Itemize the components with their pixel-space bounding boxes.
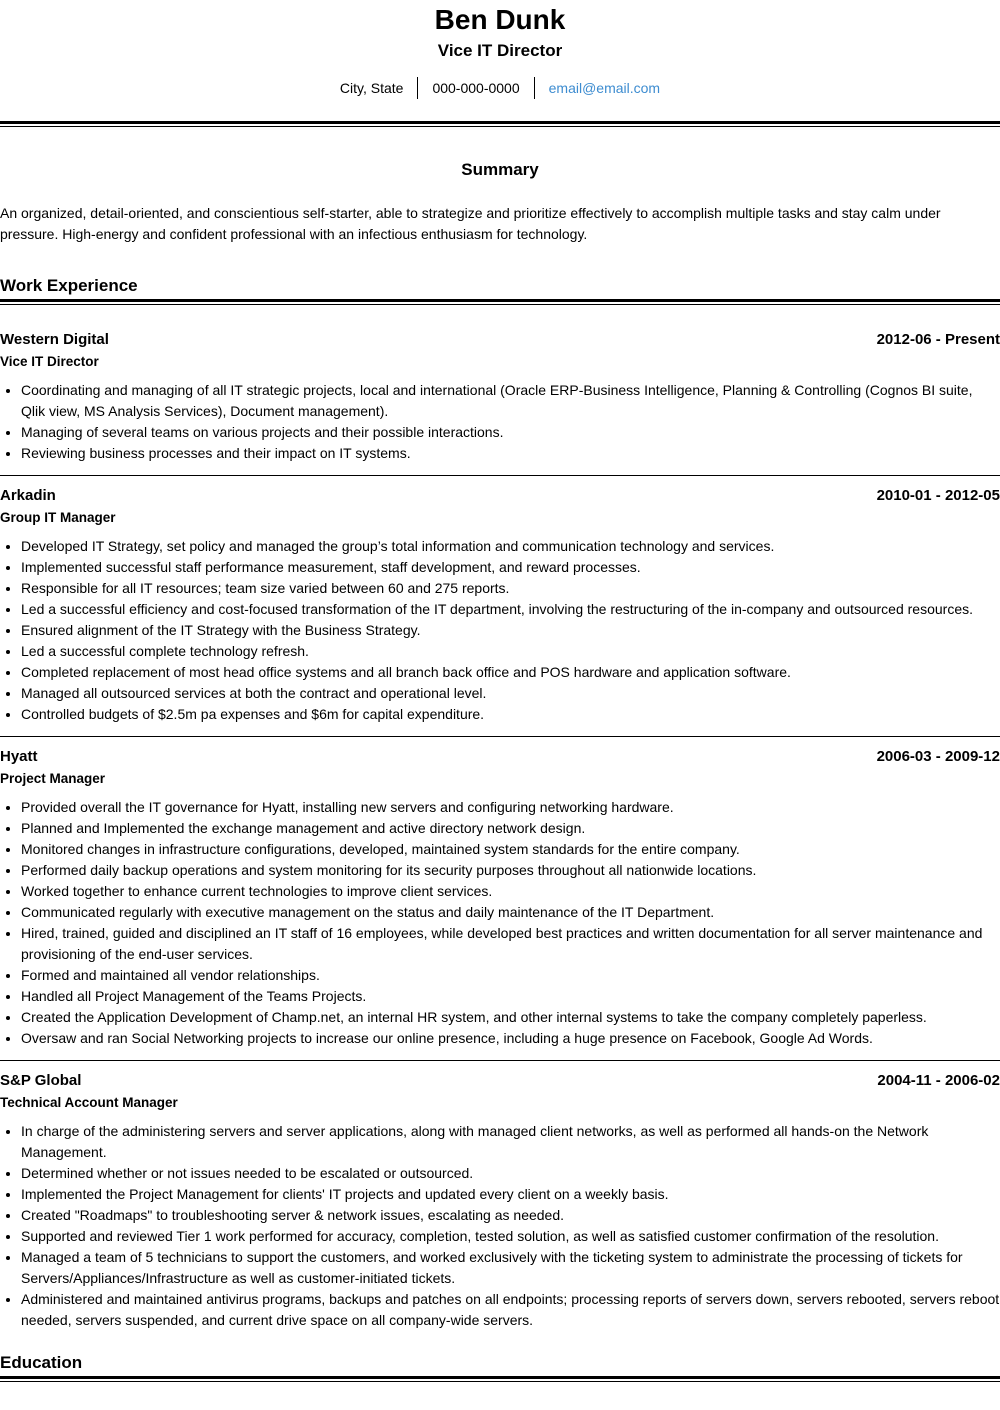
contact-phone: 000-000-0000 [432,80,520,96]
job-list [0,305,1000,1331]
job-bullet: • Reviewing business processes and their impact on IT systems. [21,443,1000,464]
job-role: Technical Account Manager [0,1095,178,1110]
job-bullet: • Implemented the Project Management for clients' IT projects and updated every client on a weekly basis. [21,1184,1000,1205]
contact-line [0,77,1000,99]
job-bullet: • Coordinating and managing of all IT strategic projects, local and international (Oracle ERP-Business Intelligence, Planning & Controlling (Cognos BI suite, Qlik view, MS Analysis Services), Document management). [21,380,1000,422]
job-bullet: • Ensured alignment of the IT Strategy with the Business Strategy. [21,620,1000,641]
summary-heading: Summary [461,160,539,179]
contact-email-link[interactable]: email@email.com [548,80,661,96]
education-heading: Education [0,1353,83,1372]
education-divider [0,1376,1000,1382]
job-bullet: • Provided overall the IT governance for Hyatt, installing new servers and configuring networking hardware. [21,797,1000,818]
job-dates: 2004-11 - 2006-02 [877,1072,1000,1089]
job-bullet-list [0,380,1000,464]
job-bullet: • Completed replacement of most head office systems and all branch back office and POS hardware and application software. [21,662,1000,683]
job-bullet: • Led a successful complete technology refresh. [21,641,1000,662]
work-experience-heading: Work Experience [0,276,138,295]
candidate-name: Ben Dunk [434,4,566,35]
job-entry [0,1060,1000,1331]
job-bullet-list [0,797,1000,1049]
job-entry [0,475,1000,725]
job-role: Vice IT Director [0,354,99,369]
job-bullet: • Hired, trained, guided and disciplined an IT staff of 16 employees, while developed best practices and written documentation for all server maintenance and provisioning of the end-user services. [21,923,1000,965]
candidate-title: Vice IT Director [437,41,563,60]
job-bullet: • Developed IT Strategy, set policy and managed the group’s total information and communication technology and services. [21,536,1000,557]
job-bullet: • Implemented successful staff performance measurement, staff development, and reward processes. [21,557,1000,578]
job-bullet-list [0,536,1000,725]
job-bullet: • Created "Roadmaps" to troubleshooting server & network issues, escalating as needed. [21,1205,1000,1226]
job-header [0,746,1000,768]
job-dates: 2010-01 - 2012-05 [876,487,1000,504]
job-dates: 2012-06 - Present [876,331,1000,348]
job-bullet: • Formed and maintained all vendor relationships. [21,965,1000,986]
summary-text: An organized, detail-oriented, and conscientious self-starter, able to strategize and prioritize effectively to accomplish multiple tasks and stay calm under pressure. High-energy and confident professional with an infectious enthusiasm for technology. [0,205,941,242]
job-bullet: • Managed a team of 5 technicians to support the customers, and worked exclusively with the ticketing system to administrate the processing of tickets for Servers/Appliances/Infrastructure as well as customer-initiated tickets. [21,1247,1000,1289]
job-bullet: • Responsible for all IT resources; team size varied between 60 and 275 reports. [21,578,1000,599]
job-company: S&P Global [0,1072,82,1089]
job-role: Project Manager [0,771,106,786]
job-bullet: • Monitored changes in infrastructure configurations, developed, maintained system standards for the entire company. [21,839,1000,860]
job-bullet-list [0,1121,1000,1331]
job-role: Group IT Manager [0,510,116,525]
job-bullet: • Handled all Project Management of the Teams Projects. [21,986,1000,1007]
job-bullet: • Controlled budgets of $2.5m pa expenses and $6m for capital expenditure. [21,704,1000,725]
job-company: Arkadin [0,487,56,504]
header-divider [0,121,1000,127]
job-bullet: • Determined whether or not issues needed to be escalated or outsourced. [21,1163,1000,1184]
job-bullet: • Communicated regularly with executive management on the status and daily maintenance of the IT Department. [21,902,1000,923]
job-bullet: • Managing of several teams on various projects and their possible interactions. [21,422,1000,443]
job-bullet: • Performed daily backup operations and system monitoring for its security purposes throughout all nationwide locations. [21,860,1000,881]
job-company: Western Digital [0,331,109,348]
job-header [0,485,1000,507]
job-bullet: • Created the Application Development of Champ.net, an internal HR system, and other internal systems to take the company completely paperless. [21,1007,1000,1028]
job-bullet: • Oversaw and ran Social Networking projects to increase our online presence, including a huge presence on Facebook, Google Ad Words. [21,1028,1000,1049]
job-bullet: • Worked together to enhance current technologies to improve client services. [21,881,1000,902]
job-header [0,329,1000,351]
job-bullet: • Planned and Implemented the exchange management and active directory network design. [21,818,1000,839]
job-bullet: • Supported and reviewed Tier 1 work performed for accuracy, completion, tested solution, as well as satisfied customer confirmation of the resolution. [21,1226,1000,1247]
job-entry [0,736,1000,1049]
job-dates: 2006-03 - 2009-12 [876,748,1000,765]
resume-header [0,0,1000,99]
job-bullet: • Managed all outsourced services at both the contract and operational level. [21,683,1000,704]
job-company: Hyatt [0,748,38,765]
job-bullet: • Led a successful efficiency and cost-focused transformation of the IT department, involving the restructuring of the in-company and outsourced resources. [21,599,1000,620]
job-header [0,1070,1000,1092]
contact-location: City, State [339,80,404,96]
job-entry [0,305,1000,464]
job-bullet: • In charge of the administering servers and server applications, along with managed client networks, as well as performed all hands-on the Network Management. [21,1121,1000,1163]
job-bullet: • Administered and maintained antivirus programs, backups and patches on all endpoints; processing reports of servers down, servers rebooted, servers reboot needed, servers suspended, and current drive space on all company-wide servers. [21,1289,1000,1331]
